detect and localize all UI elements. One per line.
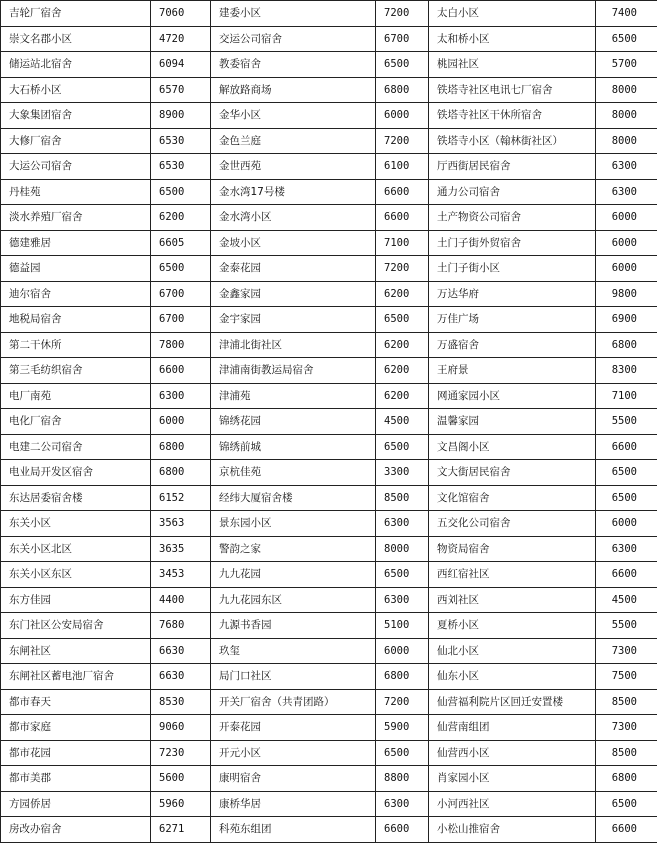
price-cell: 7230 — [151, 740, 211, 766]
community-name-cell: 都市美郡 — [1, 766, 151, 792]
price-cell: 7100 — [376, 230, 429, 256]
price-cell: 6300 — [596, 179, 657, 205]
community-name-cell: 电建二公司宿舍 — [1, 434, 151, 460]
community-name-cell: 京杭佳苑 — [211, 460, 376, 486]
price-cell: 8000 — [596, 128, 657, 154]
price-cell: 6500 — [151, 256, 211, 282]
table-row — [1, 179, 657, 205]
price-cell: 6200 — [376, 358, 429, 384]
price-cell: 6300 — [596, 154, 657, 180]
community-name-cell: 都市家庭 — [1, 715, 151, 741]
price-cell: 4500 — [596, 587, 657, 613]
price-cell: 3635 — [151, 536, 211, 562]
price-cell: 7300 — [596, 715, 657, 741]
price-cell: 4500 — [376, 409, 429, 435]
price-cell: 7800 — [151, 332, 211, 358]
community-name-cell: 东方佳园 — [1, 587, 151, 613]
community-name-cell: 东闸社区 — [1, 638, 151, 664]
community-name-cell: 铁塔寺小区（翰林街社区） — [429, 128, 596, 154]
table-row — [1, 230, 657, 256]
community-name-cell: 大象集团宿舍 — [1, 103, 151, 129]
community-name-cell: 五交化公司宿舍 — [429, 511, 596, 537]
price-cell: 6700 — [151, 281, 211, 307]
price-cell: 6000 — [596, 256, 657, 282]
price-cell: 4400 — [151, 587, 211, 613]
table-row — [1, 638, 657, 664]
community-name-cell: 康明宿舍 — [211, 766, 376, 792]
community-name-cell: 地税局宿舍 — [1, 307, 151, 333]
community-name-cell: 仙东小区 — [429, 664, 596, 690]
price-cell: 5500 — [596, 409, 657, 435]
price-cell: 6200 — [376, 383, 429, 409]
price-cell: 8500 — [596, 689, 657, 715]
price-cell: 6200 — [376, 281, 429, 307]
price-cell: 7500 — [596, 664, 657, 690]
community-name-cell: 吉轮厂宿舍 — [1, 1, 151, 27]
price-cell: 8530 — [151, 689, 211, 715]
table-row — [1, 766, 657, 792]
community-name-cell: 景东园小区 — [211, 511, 376, 537]
table-row — [1, 332, 657, 358]
price-cell: 7400 — [596, 1, 657, 27]
community-name-cell: 网通家园小区 — [429, 383, 596, 409]
community-name-cell: 康桥华居 — [211, 791, 376, 817]
price-cell: 6570 — [151, 77, 211, 103]
price-cell: 6500 — [596, 460, 657, 486]
community-name-cell: 金华小区 — [211, 103, 376, 129]
price-cell: 6630 — [151, 664, 211, 690]
table-row — [1, 817, 657, 843]
table-row — [1, 1, 657, 27]
community-name-cell: 金水湾小区 — [211, 205, 376, 231]
price-cell: 6530 — [151, 154, 211, 180]
community-name-cell: 肖家园小区 — [429, 766, 596, 792]
price-cell: 6200 — [151, 205, 211, 231]
community-name-cell: 房改办宿舍 — [1, 817, 151, 843]
community-name-cell: 仙营南组团 — [429, 715, 596, 741]
price-cell: 7300 — [596, 638, 657, 664]
price-cell: 7200 — [376, 1, 429, 27]
price-cell: 6000 — [376, 103, 429, 129]
community-name-cell: 文昌阁小区 — [429, 434, 596, 460]
price-cell: 5900 — [376, 715, 429, 741]
community-name-cell: 第二干休所 — [1, 332, 151, 358]
community-name-cell: 文大街居民宿舍 — [429, 460, 596, 486]
price-cell: 7200 — [376, 689, 429, 715]
price-cell: 8000 — [596, 103, 657, 129]
community-name-cell: 锦绣花园 — [211, 409, 376, 435]
table-row — [1, 485, 657, 511]
community-name-cell: 开关厂宿舍（共青团路） — [211, 689, 376, 715]
price-cell: 7100 — [596, 383, 657, 409]
community-name-cell: 九九花园 — [211, 562, 376, 588]
price-cell: 6500 — [596, 485, 657, 511]
community-name-cell: 锦绣前城 — [211, 434, 376, 460]
price-cell: 6605 — [151, 230, 211, 256]
price-cell: 6100 — [376, 154, 429, 180]
price-cell: 6000 — [376, 638, 429, 664]
community-name-cell: 西红宿社区 — [429, 562, 596, 588]
community-name-cell: 开泰花园 — [211, 715, 376, 741]
price-cell: 6000 — [596, 230, 657, 256]
community-name-cell: 九九花园东区 — [211, 587, 376, 613]
price-cell: 6900 — [596, 307, 657, 333]
table-row — [1, 52, 657, 78]
community-name-cell: 建委小区 — [211, 1, 376, 27]
price-cell: 3300 — [376, 460, 429, 486]
price-cell: 4720 — [151, 26, 211, 52]
community-name-cell: 交运公司宿舍 — [211, 26, 376, 52]
table-row — [1, 154, 657, 180]
community-name-cell: 教委宿舍 — [211, 52, 376, 78]
table-row — [1, 383, 657, 409]
table-row — [1, 409, 657, 435]
community-name-cell: 九源书香园 — [211, 613, 376, 639]
price-cell: 6500 — [151, 179, 211, 205]
price-cell: 6800 — [151, 460, 211, 486]
price-cell: 6700 — [151, 307, 211, 333]
price-cell: 6800 — [376, 664, 429, 690]
community-name-cell: 金色兰庭 — [211, 128, 376, 154]
community-name-cell: 金坡小区 — [211, 230, 376, 256]
price-cell: 8500 — [596, 740, 657, 766]
table-row — [1, 307, 657, 333]
community-name-cell: 都市花园 — [1, 740, 151, 766]
table-row — [1, 77, 657, 103]
community-name-cell: 金水湾17号楼 — [211, 179, 376, 205]
price-cell: 6300 — [376, 587, 429, 613]
table-row — [1, 715, 657, 741]
community-name-cell: 德建雅居 — [1, 230, 151, 256]
price-cell: 6300 — [151, 383, 211, 409]
table-row — [1, 281, 657, 307]
community-name-cell: 经纬大厦宿舍楼 — [211, 485, 376, 511]
community-name-cell: 仙营西小区 — [429, 740, 596, 766]
price-cell: 6800 — [596, 766, 657, 792]
price-cell: 8900 — [151, 103, 211, 129]
price-cell: 6271 — [151, 817, 211, 843]
community-name-cell: 金泰花园 — [211, 256, 376, 282]
community-name-cell: 东关小区 — [1, 511, 151, 537]
price-cell: 8300 — [596, 358, 657, 384]
price-cell: 5100 — [376, 613, 429, 639]
community-name-cell: 小松山推宿舍 — [429, 817, 596, 843]
community-name-cell: 通力公司宿舍 — [429, 179, 596, 205]
price-cell: 6000 — [596, 511, 657, 537]
table-row — [1, 664, 657, 690]
community-name-cell: 厅西街居民宿舍 — [429, 154, 596, 180]
community-name-cell: 大修厂宿舍 — [1, 128, 151, 154]
price-cell: 6500 — [376, 434, 429, 460]
community-name-cell: 都市春天 — [1, 689, 151, 715]
price-cell: 3453 — [151, 562, 211, 588]
table-row — [1, 434, 657, 460]
price-cell: 6200 — [376, 332, 429, 358]
community-name-cell: 太白小区 — [429, 1, 596, 27]
community-name-cell: 土产物资公司宿舍 — [429, 205, 596, 231]
community-name-cell: 电厂南苑 — [1, 383, 151, 409]
community-name-cell: 金世西苑 — [211, 154, 376, 180]
price-cell: 6500 — [376, 562, 429, 588]
community-name-cell: 开元小区 — [211, 740, 376, 766]
community-name-cell: 崇文名郡小区 — [1, 26, 151, 52]
price-cell: 6300 — [376, 791, 429, 817]
price-cell: 6500 — [376, 740, 429, 766]
community-name-cell: 土门子街外贸宿舍 — [429, 230, 596, 256]
table-row — [1, 536, 657, 562]
price-cell: 5700 — [596, 52, 657, 78]
price-cell: 6152 — [151, 485, 211, 511]
community-name-cell: 淡水养殖厂宿舍 — [1, 205, 151, 231]
community-name-cell: 万达华府 — [429, 281, 596, 307]
community-name-cell: 万佳广场 — [429, 307, 596, 333]
price-cell: 6000 — [596, 205, 657, 231]
community-name-cell: 东闸社区蓄电池厂宿舍 — [1, 664, 151, 690]
table-row — [1, 256, 657, 282]
table-row — [1, 205, 657, 231]
table-row — [1, 103, 657, 129]
community-name-cell: 大石桥小区 — [1, 77, 151, 103]
community-name-cell: 电化厂宿舍 — [1, 409, 151, 435]
community-name-cell: 仙北小区 — [429, 638, 596, 664]
table-body — [1, 1, 657, 843]
table-row — [1, 613, 657, 639]
community-name-cell: 铁塔寺社区干休所宿舍 — [429, 103, 596, 129]
community-name-cell: 土门子街小区 — [429, 256, 596, 282]
community-name-cell: 东关小区东区 — [1, 562, 151, 588]
price-cell: 8000 — [376, 536, 429, 562]
table-row — [1, 689, 657, 715]
price-cell: 6300 — [376, 511, 429, 537]
price-cell: 6094 — [151, 52, 211, 78]
table-row — [1, 511, 657, 537]
price-cell: 6500 — [376, 307, 429, 333]
community-name-cell: 物资局宿舍 — [429, 536, 596, 562]
price-cell: 6300 — [596, 536, 657, 562]
price-cell: 6500 — [596, 26, 657, 52]
community-name-cell: 科苑东组团 — [211, 817, 376, 843]
price-cell: 5500 — [596, 613, 657, 639]
community-name-cell: 丹桂苑 — [1, 179, 151, 205]
price-cell: 6530 — [151, 128, 211, 154]
community-name-cell: 王府景 — [429, 358, 596, 384]
community-name-cell: 警韵之家 — [211, 536, 376, 562]
community-name-cell: 局门口社区 — [211, 664, 376, 690]
community-name-cell: 小河西社区 — [429, 791, 596, 817]
community-name-cell: 储运站北宿舍 — [1, 52, 151, 78]
community-name-cell: 电业局开发区宿舍 — [1, 460, 151, 486]
price-cell: 7200 — [376, 128, 429, 154]
community-name-cell: 东关小区北区 — [1, 536, 151, 562]
community-name-cell: 西刘社区 — [429, 587, 596, 613]
price-cell: 7200 — [376, 256, 429, 282]
price-cell: 6500 — [376, 52, 429, 78]
community-name-cell: 解放路商场 — [211, 77, 376, 103]
price-cell: 6800 — [376, 77, 429, 103]
table-row — [1, 128, 657, 154]
price-cell: 6800 — [596, 332, 657, 358]
price-cell: 6600 — [596, 434, 657, 460]
community-name-cell: 津浦南街教运局宿舍 — [211, 358, 376, 384]
price-cell: 6600 — [376, 205, 429, 231]
community-name-cell: 金宇家园 — [211, 307, 376, 333]
price-cell: 8500 — [376, 485, 429, 511]
price-cell: 3563 — [151, 511, 211, 537]
community-name-cell: 津浦苑 — [211, 383, 376, 409]
price-cell: 5960 — [151, 791, 211, 817]
community-name-cell: 万盛宿舍 — [429, 332, 596, 358]
community-name-cell: 方园侨居 — [1, 791, 151, 817]
price-cell: 7680 — [151, 613, 211, 639]
price-cell: 6600 — [376, 179, 429, 205]
community-name-cell: 铁塔寺社区电讯七厂宿舍 — [429, 77, 596, 103]
community-name-cell: 玖玺 — [211, 638, 376, 664]
community-name-cell: 桃园社区 — [429, 52, 596, 78]
community-name-cell: 温馨家园 — [429, 409, 596, 435]
table-row — [1, 460, 657, 486]
community-name-cell: 仙营福利院片区回迁安置楼 — [429, 689, 596, 715]
community-name-cell: 夏桥小区 — [429, 613, 596, 639]
community-name-cell: 第三毛纺织宿舍 — [1, 358, 151, 384]
price-cell: 6700 — [376, 26, 429, 52]
price-cell: 9060 — [151, 715, 211, 741]
community-name-cell: 迪尔宿舍 — [1, 281, 151, 307]
price-cell: 6800 — [151, 434, 211, 460]
price-cell: 6600 — [596, 562, 657, 588]
price-cell: 6600 — [376, 817, 429, 843]
community-name-cell: 东门社区公安局宿舍 — [1, 613, 151, 639]
price-cell: 6000 — [151, 409, 211, 435]
price-cell: 6600 — [151, 358, 211, 384]
table-row — [1, 358, 657, 384]
community-name-cell: 金鑫家园 — [211, 281, 376, 307]
community-name-cell: 文化馆宿舍 — [429, 485, 596, 511]
price-cell: 8800 — [376, 766, 429, 792]
price-cell: 8000 — [596, 77, 657, 103]
price-cell: 6500 — [596, 791, 657, 817]
price-cell: 7060 — [151, 1, 211, 27]
table-row — [1, 562, 657, 588]
price-cell: 6630 — [151, 638, 211, 664]
community-name-cell: 太和桥小区 — [429, 26, 596, 52]
price-cell: 5600 — [151, 766, 211, 792]
community-name-cell: 大运公司宿舍 — [1, 154, 151, 180]
community-name-cell: 德益园 — [1, 256, 151, 282]
table-row — [1, 26, 657, 52]
table-row — [1, 587, 657, 613]
price-cell: 9800 — [596, 281, 657, 307]
table-row — [1, 740, 657, 766]
table-row — [1, 791, 657, 817]
community-name-cell: 津浦北街社区 — [211, 332, 376, 358]
price-cell: 6600 — [596, 817, 657, 843]
community-name-cell: 东达居委宿舍楼 — [1, 485, 151, 511]
